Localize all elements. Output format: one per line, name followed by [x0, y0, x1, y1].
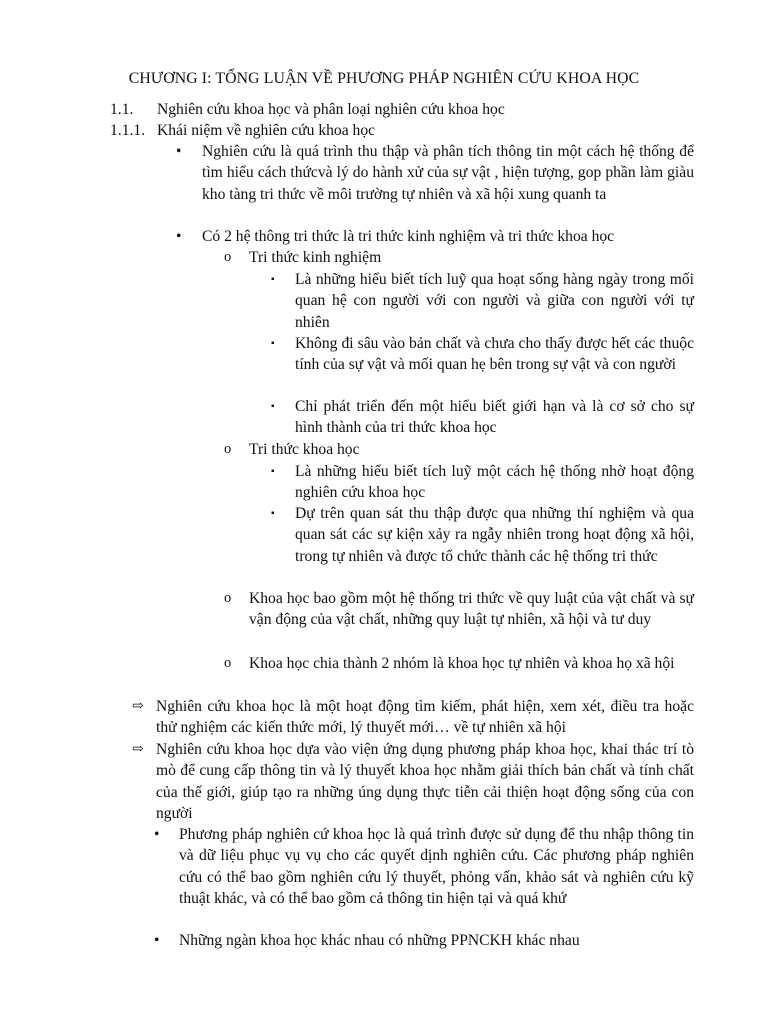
bullet-marker: •: [154, 826, 160, 843]
square-marker: ▪: [271, 466, 275, 477]
sub-bullet-text: Khoa học bao gồm một hệ thống tri thức về quy luật của vật chất và sự vận động của vật chất, những quy luật tự nhiên, xã hội và tư duy: [249, 590, 694, 629]
section-heading-text: Nghiên cứu khoa học và phân loại nghiên cứu khoa học: [157, 101, 505, 118]
sub-bullet-item: [224, 588, 694, 631]
square-bullet-item: [271, 333, 694, 376]
square-bullet-item: [271, 269, 694, 333]
bullet-marker: •: [176, 228, 182, 245]
arrow-icon: ⇨: [132, 742, 144, 757]
circle-marker: o: [224, 655, 232, 671]
sub-bullet-text: Khoa học chia thành 2 nhóm là khoa học tự nhiên và khoa họ xã hội: [249, 655, 675, 672]
arrow-icon: ⇨: [132, 699, 144, 714]
bullet-marker: •: [176, 143, 182, 160]
circle-marker: o: [224, 441, 232, 457]
section-number: 1.1.1.: [110, 122, 146, 139]
sub-bullet-text: Tri thức kinh nghiệm: [249, 249, 382, 266]
chapter-title: CHƯƠNG I: TỔNG LUẬN VỀ PHƯƠNG PHÁP NGHIÊN CỨU KHOA HỌC: [128, 70, 640, 87]
bullet-marker: •: [154, 932, 160, 949]
square-bullet-item: [271, 503, 694, 567]
bullet-text: Những ngàn khoa học khác nhau có những PPNCKH khác nhau: [179, 932, 580, 949]
bullet-item: [154, 930, 694, 951]
circle-marker: o: [224, 249, 232, 265]
arrow-item: [132, 696, 694, 739]
square-bullet-text: Không đi sâu vào bản chất và chưa cho thấy được hết các thuộc tính của sự vật và mối quan hẹ bên trong sự vật và con người: [295, 335, 694, 374]
square-bullet-text: Dự trên quan sát thu thập được qua những thí nghiệm và qua quan sát các sự kiện xảy ra ngẫy nhiên trong hoạt động xã hội, trong tự nhiên và được tổ chức thành các hệ thống tri thức: [295, 505, 694, 565]
section-number: 1.1.: [110, 101, 134, 118]
section-heading-text: Khái niệm về nghiên cứu khoa học: [157, 122, 376, 139]
sub-bullet-item: [224, 653, 694, 674]
section-heading-1-1-1: [110, 120, 375, 141]
circle-marker: o: [224, 590, 232, 606]
square-bullet-text: Là những hiểu biết tích luỹ một cách hệ thống nhờ hoạt động nghiên cứu khoa học: [295, 463, 694, 502]
square-bullet-text: Là những hiểu biết tích luỹ qua hoạt sống hàng ngày trong mối quan hệ con người với con người và giữa con người với tự nhiên: [295, 271, 694, 331]
square-marker: ▪: [271, 401, 275, 412]
square-bullet-item: [271, 461, 694, 504]
sub-bullet-text: Tri thức khoa học: [249, 441, 360, 458]
bullet-item: [176, 141, 694, 205]
square-bullet-item: [271, 396, 694, 439]
arrow-text: Nghiên cứu khoa học dựa vào viện ứng dụng phương pháp khoa học, khai thác trí tò mò để cung cấp thông tin và lý thuyết khoa học nhằm giải thích bản chất và tính chất của thế giới, giúp tạo ra những úng dụng thực tiễn cải thiện hoạt động sống của con người: [156, 741, 694, 822]
square-marker: ▪: [271, 338, 275, 349]
square-marker: ▪: [271, 508, 275, 519]
square-bullet-text: Chỉ phát triển đến một hiểu biết giới hạn và là cơ sở cho sự hình thành của tri thức khoa học: [295, 398, 694, 437]
sub-bullet-item: [224, 247, 694, 268]
bullet-item: [176, 226, 694, 247]
bullet-text: Nghiên cứu là quá trình thu thập và phân tích thông tin một cách hệ thống để tìm hiểu cách thứcvà lý do hành xử của sự vật , hiện tượng, gop phần làm giàu kho tàng tri thức về môi trường tự nhiên và xã hội xung quanh ta: [202, 143, 694, 203]
bullet-text: Phương pháp nghiên cứ khoa học là quá trình được sử dụng để thu nhập thông tin và dữ liệu phục vụ vụ cho các quyết dịnh nghiên cứu. Các phương pháp nghiên cứu có thể bao gồm nghiên cứu lý thuyết, phỏng vấn, khảo sát và nghiên cứu kỹ thuật khác, và có thể bao gồm cả thông tin hiện tại và quá khứ: [179, 826, 694, 907]
bullet-text: Có 2 hệ thông tri thức là tri thức kinh nghiệm và tri thức khoa học: [202, 228, 615, 245]
square-marker: ▪: [271, 274, 275, 285]
sub-bullet-item: [224, 439, 694, 460]
section-heading-1-1: [110, 99, 505, 120]
bullet-item: [154, 824, 694, 909]
arrow-item: [132, 739, 694, 824]
arrow-text: Nghiên cứu khoa học là một hoạt động tìm kiếm, phát hiện, xem xét, điều tra hoặc thử nghiệm các kiến thức mới, lý thuyết mới… về tự nhiên xã hội: [156, 698, 694, 737]
